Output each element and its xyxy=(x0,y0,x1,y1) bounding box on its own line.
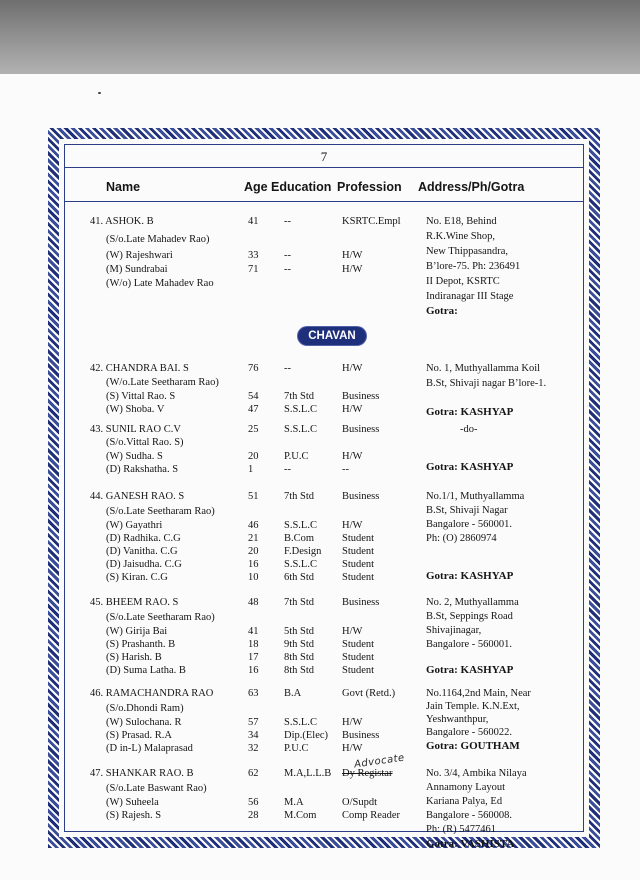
member-education: 5th Std xyxy=(284,626,315,637)
member-profession: Govt (Retd.) xyxy=(342,688,396,699)
member-name: (S/o.Late Mahadev Rao) xyxy=(106,234,210,245)
member-name: (W/o.Late Seetharam Rao) xyxy=(106,377,219,388)
member-education: S.S.L.C xyxy=(284,424,317,435)
directory-page xyxy=(64,144,584,850)
member-profession: Student xyxy=(342,572,375,583)
gotra-label: Gotra: KASHYAP xyxy=(426,406,514,418)
member-age: 18 xyxy=(248,639,259,650)
member-name: (S/o.Late Seetharam Rao) xyxy=(106,506,215,517)
member-education: 7th Std xyxy=(284,491,315,502)
member-age: 48 xyxy=(248,597,259,608)
member-name: (D) Vanitha. C.G xyxy=(106,546,178,557)
gotra-label: Gotra: KASHYAP xyxy=(426,664,514,676)
member-head-name: 41. ASHOK. B xyxy=(90,216,154,227)
member-education: S.S.L.C xyxy=(284,404,317,415)
address-line: Bangalore - 560001. xyxy=(426,639,513,650)
member-age: 47 xyxy=(248,404,259,415)
member-name: (W) Girija Bai xyxy=(106,626,168,637)
member-name: (S/o.Vittal Rao. S) xyxy=(106,437,184,448)
member-name: (S) Rajesh. S xyxy=(106,810,162,821)
member-profession: H/W xyxy=(342,250,363,261)
address-line: Jain Temple. K.N.Ext, xyxy=(426,701,520,712)
member-age: 10 xyxy=(248,572,259,583)
member-education: -- xyxy=(284,264,291,275)
member-profession: KSRTC.Empl xyxy=(342,216,401,227)
address-line: Kariana Palya, Ed xyxy=(426,796,503,807)
member-profession: H/W xyxy=(342,520,363,531)
address-line: -do- xyxy=(460,424,478,435)
member-name: (D in-L) Malaprasad xyxy=(106,743,193,754)
member-age: 32 xyxy=(248,743,259,754)
member-name: (S/o.Late Seetharam Rao) xyxy=(106,612,215,623)
member-age: 57 xyxy=(248,717,259,728)
member-age: 76 xyxy=(248,363,259,374)
member-profession: Business xyxy=(342,491,380,502)
member-head-name: 47. SHANKAR RAO. B xyxy=(90,768,194,779)
member-age: 16 xyxy=(248,665,259,676)
member-name: (W) Rajeshwari xyxy=(106,250,173,261)
handwritten-note: Advocate xyxy=(353,752,406,771)
member-profession: Dy Registar xyxy=(342,768,393,779)
header-profession: Profession xyxy=(337,180,402,194)
address-line: No.1/1, Muthyallamma xyxy=(426,491,525,502)
member-name: (W) Suheela xyxy=(106,797,159,808)
member-profession: H/W xyxy=(342,451,363,462)
address-line: No.1164,2nd Main, Near xyxy=(426,688,531,699)
member-name: (W) Gayathri xyxy=(106,520,163,531)
member-education: 9th Std xyxy=(284,639,315,650)
member-education: M.Com xyxy=(284,810,317,821)
address-line: Yeshwanthpur, xyxy=(426,714,489,725)
member-age: 25 xyxy=(248,424,259,435)
address-line: No. 3/4, Ambika Nilaya xyxy=(426,768,527,779)
member-name: (S/o.Dhondi Ram) xyxy=(106,703,184,714)
address-line: Ph: (R) 5477461 xyxy=(426,824,497,835)
member-age: 17 xyxy=(248,652,259,663)
member-age: 20 xyxy=(248,546,259,557)
member-profession: Student xyxy=(342,639,375,650)
member-age: 16 xyxy=(248,559,259,570)
member-age: 63 xyxy=(248,688,259,699)
member-name: (S) Prashanth. B xyxy=(106,639,176,650)
member-age: 54 xyxy=(248,391,259,402)
page-number-rule xyxy=(64,167,584,168)
member-age: 34 xyxy=(248,730,259,741)
scanner-shadow xyxy=(0,0,640,78)
member-name: (W/o) Late Mahadev Rao xyxy=(106,278,214,289)
address-line: R.K.Wine Shop, xyxy=(426,231,495,242)
member-education: -- xyxy=(284,363,291,374)
member-name: (D) Jaisudha. C.G xyxy=(106,559,182,570)
address-line: No. 1, Muthyallamma Koil xyxy=(426,363,541,374)
member-age: 71 xyxy=(248,264,259,275)
member-name: (W) Sulochana. R xyxy=(106,717,182,728)
member-name: (S) Harish. B xyxy=(106,652,162,663)
member-education: F.Design xyxy=(284,546,322,557)
address-line: Bangalore - 560008. xyxy=(426,810,513,821)
member-education: 6th Std xyxy=(284,572,315,583)
member-name: (S) Kiran. C.G xyxy=(106,572,168,583)
page-number: 7 xyxy=(320,149,328,164)
member-profession: Business xyxy=(342,597,380,608)
member-head-name: 45. BHEEM RAO. S xyxy=(90,597,179,608)
member-profession: Business xyxy=(342,391,380,402)
member-age: 62 xyxy=(248,768,259,779)
member-age: 51 xyxy=(248,491,259,502)
member-age: 46 xyxy=(248,520,259,531)
gotra-label: Gotra: KASHYAP xyxy=(426,461,514,473)
member-head-name: 46. RAMACHANDRA RAO xyxy=(90,688,214,699)
member-profession: Student xyxy=(342,533,375,544)
member-education: P.U.C xyxy=(284,451,309,462)
header-rule xyxy=(64,201,584,202)
member-education: M.A,L.L.B xyxy=(284,768,332,779)
member-profession: Student xyxy=(342,652,375,663)
member-education: -- xyxy=(284,250,291,261)
gotra-label: Gotra: KASHYAP xyxy=(426,570,514,582)
member-name: (D) Radhika. C.G xyxy=(106,533,181,544)
member-head-name: 43. SUNIL RAO C.V xyxy=(90,424,181,435)
member-profession: Student xyxy=(342,665,375,676)
member-education: Dip.(Elec) xyxy=(284,730,329,741)
member-profession: O/Supdt xyxy=(342,797,378,808)
member-education: B.A xyxy=(284,688,302,699)
address-line: Ph: (O) 2860974 xyxy=(426,533,497,544)
member-profession: Comp Reader xyxy=(342,810,401,821)
member-education: -- xyxy=(284,464,291,475)
member-name: (S/o.Late Baswant Rao) xyxy=(106,783,207,794)
member-head-name: 42. CHANDRA BAI. S xyxy=(90,363,189,374)
member-profession: Business xyxy=(342,730,380,741)
address-line: B.St, Seppings Road xyxy=(426,611,513,622)
gotra-label: Gotra: xyxy=(426,305,458,317)
address-line: Annamony Layout xyxy=(426,782,506,793)
member-education: S.S.L.C xyxy=(284,717,317,728)
member-profession: Student xyxy=(342,546,375,557)
member-profession: H/W xyxy=(342,626,363,637)
header-age: Age xyxy=(244,180,268,194)
member-age: 1 xyxy=(248,464,254,475)
address-line: Bangalore - 560022. xyxy=(426,727,513,738)
address-line: II Depot, KSRTC xyxy=(426,276,500,287)
member-name: (W) Shoba. V xyxy=(106,404,165,415)
member-profession: -- xyxy=(342,464,349,475)
member-age: 41 xyxy=(248,626,259,637)
address-line: No. E18, Behind xyxy=(426,216,497,227)
address-line: B.St, Shivaji nagar B’lore-1. xyxy=(426,378,547,389)
member-education: P.U.C xyxy=(284,743,309,754)
member-age: 56 xyxy=(248,797,259,808)
member-profession: Student xyxy=(342,559,375,570)
member-profession: Business xyxy=(342,424,380,435)
member-age: 20 xyxy=(248,451,259,462)
address-line: B.St, Shivaji Nagar xyxy=(426,505,508,516)
member-profession: H/W xyxy=(342,404,363,415)
gotra-label: Gotra: VASHISTA xyxy=(426,838,515,850)
address-line: Shivajinagar, xyxy=(426,625,482,636)
address-line: New Thippasandra, xyxy=(426,246,509,257)
member-name: (W) Sudha. S xyxy=(106,451,163,462)
member-name: (M) Sundrabai xyxy=(106,264,168,275)
member-age: 41 xyxy=(248,216,259,227)
member-profession: H/W xyxy=(342,363,363,374)
member-name: (D) Rakshatha. S xyxy=(106,464,179,475)
member-education: M.A xyxy=(284,797,304,808)
address-line: Indiranagar III Stage xyxy=(426,291,514,302)
member-education: 8th Std xyxy=(284,665,315,676)
member-education: S.S.L.C xyxy=(284,559,317,570)
member-name: (D) Suma Latha. B xyxy=(106,665,186,676)
member-education: -- xyxy=(284,216,291,227)
member-education: S.S.L.C xyxy=(284,520,317,531)
member-education: B.Com xyxy=(284,533,315,544)
address-line: B’lore-75. Ph: 236491 xyxy=(426,261,521,272)
member-education: 7th Std xyxy=(284,597,315,608)
member-profession: H/W xyxy=(342,743,363,754)
member-name: (S) Prasad. R.A xyxy=(106,730,172,741)
gotra-label: Gotra: GOUTHAM xyxy=(426,740,520,752)
address-line: No. 2, Muthyallamma xyxy=(426,597,519,608)
member-education: 8th Std xyxy=(284,652,315,663)
member-age: 21 xyxy=(248,533,259,544)
member-profession: H/W xyxy=(342,717,363,728)
member-age: 28 xyxy=(248,810,259,821)
member-age: 33 xyxy=(248,250,259,261)
header-address: Address/Ph/Gotra xyxy=(418,180,525,194)
member-profession: H/W xyxy=(342,264,363,275)
address-line: Bangalore - 560001. xyxy=(426,519,513,530)
member-name: (S) Vittal Rao. S xyxy=(106,391,176,402)
header-name: Name xyxy=(106,180,141,194)
header-education: Education xyxy=(271,180,332,194)
section-badge-chavan: CHAVAN xyxy=(298,327,366,345)
scan-speck xyxy=(98,92,101,94)
member-head-name: 44. GANESH RAO. S xyxy=(90,491,185,502)
member-education: 7th Std xyxy=(284,391,315,402)
